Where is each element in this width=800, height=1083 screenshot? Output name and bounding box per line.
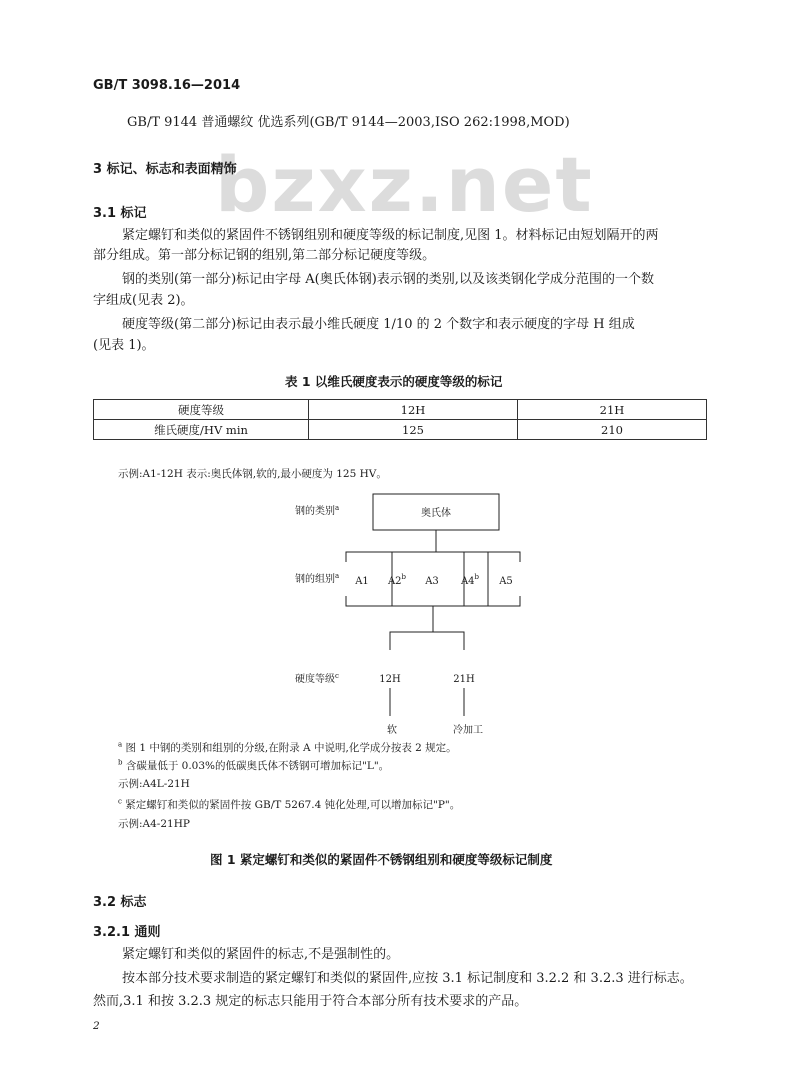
hardness-cold-worked: 冷加工	[453, 725, 483, 736]
group-bracket-top	[346, 552, 520, 562]
paragraph-3-1-1-line2: 部分组成。第一部分标记钢的组别,第二部分标记硬度等级。	[93, 248, 436, 263]
table-cell: 硬度等级	[94, 400, 309, 420]
footnote-c: $^c$ 紧定螺钉和类似的紧固件按 GB/T 5267.4 钝化处理,可以增加标记"P"。	[118, 797, 461, 811]
footnote-b-example: 示例:A4L-21H	[118, 778, 190, 790]
page-number: 2	[93, 1020, 100, 1032]
label-steel-group: 钢的组别$^a$	[295, 572, 340, 585]
hardness-bracket	[390, 632, 464, 650]
table-cell: 12H	[309, 400, 518, 420]
group-a4: A4$^b$	[460, 573, 480, 587]
hardness-12h: 12H	[379, 674, 401, 685]
figure-1-diagram	[270, 480, 530, 740]
hardness-soft: 软	[387, 725, 397, 736]
group-a1: A1	[355, 576, 369, 587]
footnote-a: $^a$ 图 1 中钢的类别和组别的分级,在附录 A 中说明,化学成分按表 2 规定。	[118, 740, 457, 754]
label-hardness-class: 硬度等级$^c$	[295, 672, 339, 685]
section-3-1-title: 3.1 标记	[93, 206, 147, 221]
group-a2: A2$^b$	[387, 573, 407, 587]
footnote-c-example: 示例:A4-21HP	[118, 818, 190, 830]
paragraph-3-1-2-line2: 字组成(见表 2)。	[93, 293, 194, 308]
paragraph-3-1-3-line1: 硬度等级(第二部分)标记由表示最小维氏硬度 1/10 的 2 个数字和表示硬度的字母 H 组成	[122, 317, 635, 332]
group-a3: A3	[425, 576, 439, 587]
table-cell: 210	[518, 420, 707, 440]
group-bracket-bottom	[346, 596, 520, 606]
section-3-title: 3 标记、标志和表面精饰	[93, 162, 237, 177]
paragraph-3-1-2-line1: 钢的类别(第一部分)标记由字母 A(奥氏体钢)表示钢的类别,以及该类钢化学成分范围的一个数	[122, 272, 654, 287]
label-steel-class: 钢的类别$^a$	[295, 504, 340, 517]
normative-reference: GB/T 9144 普通螺纹 优选系列(GB/T 9144—2003,ISO 262:1998,MOD)	[127, 115, 570, 130]
example-1: 示例:A1-12H 表示:奥氏体钢,软的,最小硬度为 125 HV。	[118, 468, 387, 480]
hardness-table	[93, 399, 707, 440]
paragraph-3-2-1-2-line1: 按本部分技术要求制造的紧定螺钉和类似的紧固件,应按 3.1 标记制度和 3.2.2 和 3.2.3 进行标志。	[122, 971, 693, 986]
table-cell: 21H	[518, 400, 707, 420]
figure-1-caption: 图 1 紧定螺钉和类似的紧固件不锈钢组别和硬度等级标记制度	[210, 852, 553, 867]
section-3-2-title: 3.2 标志	[93, 895, 147, 910]
paragraph-3-1-3-line2: (见表 1)。	[93, 338, 155, 353]
hardness-21h: 21H	[453, 674, 475, 685]
section-3-2-1-title: 3.2.1 通则	[93, 925, 161, 940]
footnote-b: $^b$ 含碳量低于 0.03%的低碳奥氏体不锈钢可增加标记"L"。	[118, 758, 390, 772]
watermark: bzxz.net	[215, 140, 594, 229]
austenite-label: 奥氏体	[421, 508, 451, 519]
table-row	[94, 400, 707, 420]
paragraph-3-1-1-line1: 紧定螺钉和类似的紧固件不锈钢组别和硬度等级的标记制度,见图 1。材料标记由短划隔开的两	[122, 228, 659, 243]
standard-code: GB/T 3098.16—2014	[93, 78, 241, 93]
table-cell: 维氏硬度/HV min	[94, 420, 309, 440]
paragraph-3-2-1-1: 紧定螺钉和类似的紧固件的标志,不是强制性的。	[122, 947, 400, 962]
table-1-caption: 表 1 以维氏硬度表示的硬度等级的标记	[285, 374, 503, 389]
table-cell: 125	[309, 420, 518, 440]
paragraph-3-2-1-2-line2: 然而,3.1 和按 3.2.3 规定的标志只能用于符合本部分所有技术要求的产品。	[93, 994, 528, 1009]
group-a5: A5	[499, 576, 513, 587]
table-row	[94, 420, 707, 440]
